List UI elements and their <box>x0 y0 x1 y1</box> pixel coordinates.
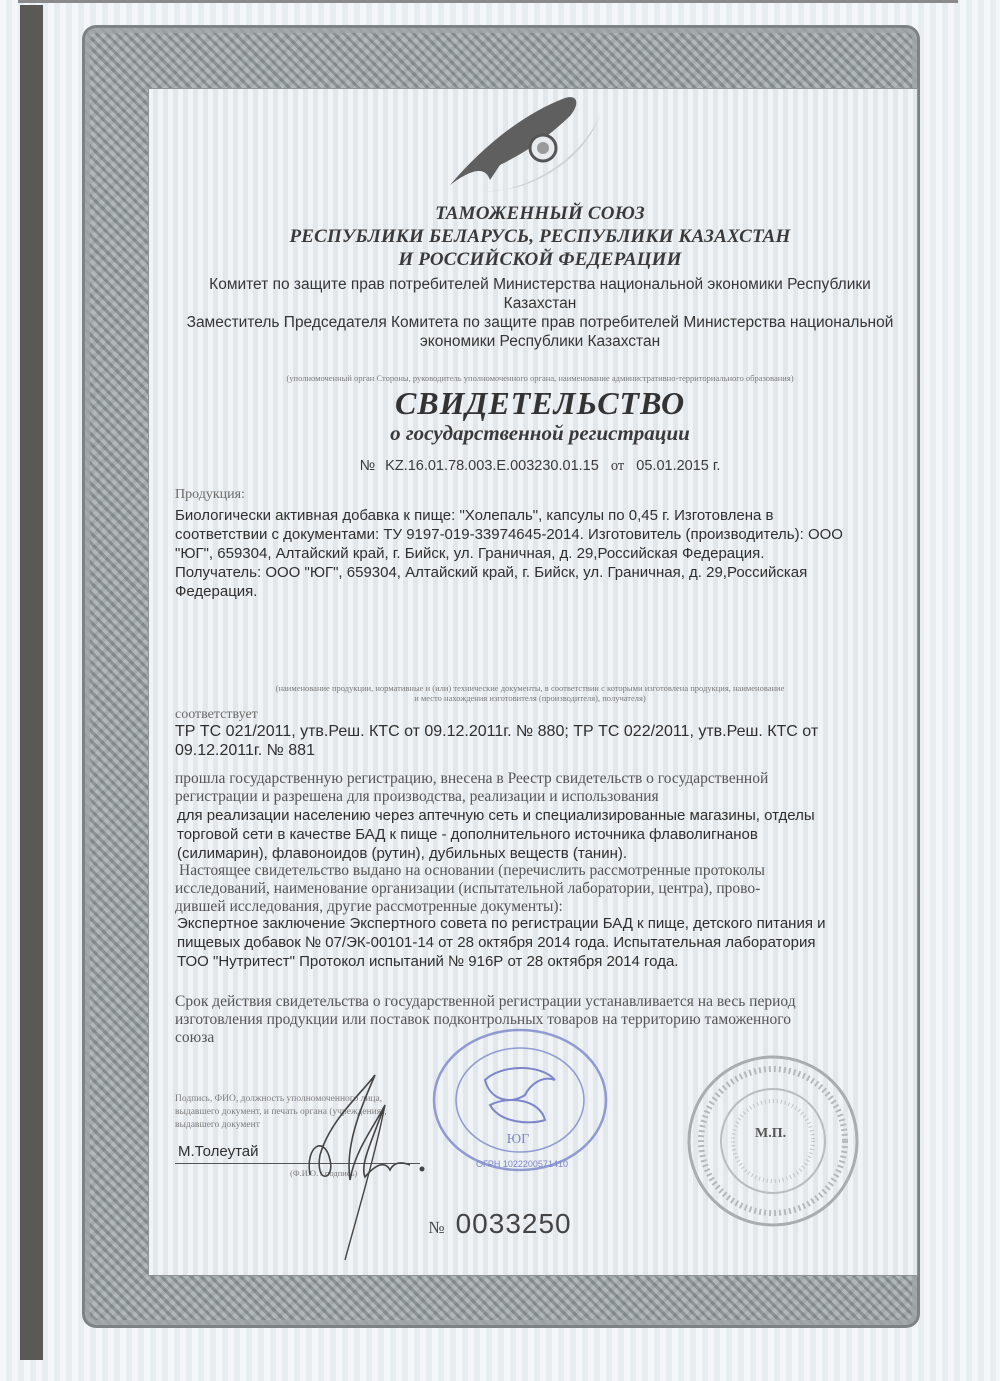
authority-caption: (уполномоченный орган Стороны, руководитель уполномоченного органа, наименование административно-территориального образования) <box>286 373 794 383</box>
from-label: от <box>610 458 625 474</box>
compliance-line: ТР ТС 021/2011, утв.Реш. КТС от 09.12.2011г. № 880; ТР ТС 022/2011, утв.Реш. КТС от <box>175 723 819 740</box>
serial-number-sign: № <box>428 1218 446 1237</box>
seal-place-label: М.П. <box>755 1126 787 1141</box>
basis-doc-line: пищевых добавок № 07/ЭК-00101-14 от 28 октября 2014 года. Испытательная лаборатория <box>177 934 816 951</box>
validity-line: Срок действия свидетельства о государственной регистрации устанавливается на весь период <box>175 993 796 1010</box>
validity-line: союза <box>175 1029 215 1046</box>
product-line: Получатель: ООО "ЮГ", 659304, Алтайский край, г. Бийск, ул. Граничная, д. 29,Российская <box>175 564 808 581</box>
usage-line: (силимарин), флавоноидов (рутин), дубильных веществ (танин). <box>177 845 628 862</box>
authority-line: Комитет по защите прав потребителей Министерства национальной экономики Республики <box>209 276 871 293</box>
caption-line: (наименование продукции, нормативные и (или) технические документы, в соответствии с которыми изготовлена продукция, наименование <box>275 683 785 693</box>
signature-caption-line: выдавшего документ <box>175 1120 260 1130</box>
registration-date: 05.01.2015 г. <box>636 458 721 474</box>
compliance-standards <box>175 722 925 760</box>
product-line: "ЮГ", 659304, Алтайский край, г. Бийск, ул. Граничная, д. 29,Российская Федерация. <box>175 545 765 562</box>
compliance-label: соответствует <box>175 707 258 722</box>
usage-line: для реализации населению через аптечную сеть и специализированные магазины, отделы <box>177 807 815 824</box>
number-sign: № <box>359 458 376 474</box>
authority-line: Казахстан <box>503 295 577 312</box>
basis-line: исследований, наименование организации (испытательной лаборатории, центра), прово- <box>175 880 761 897</box>
svg-text:ОГРН 1022200571410: ОГРН 1022200571410 <box>476 1159 568 1169</box>
serial-number: 0033250 <box>455 1208 572 1239</box>
document-title: СВИДЕТЕЛЬСТВО <box>394 385 686 421</box>
form-serial-number <box>0 1208 1000 1240</box>
basis-line: Настоящее свидетельство выдано на основании (перечислить рассмотренные протоколы <box>179 862 765 879</box>
union-line: РЕСПУБЛИКИ БЕЛАРУСЬ, РЕСПУБЛИКИ КАЗАХСТАН <box>289 226 791 247</box>
eurasian-union-emblem-icon <box>440 90 610 195</box>
svg-text:ЮГ: ЮГ <box>506 1132 530 1147</box>
product-label: Продукция: <box>175 487 245 502</box>
caption-line: и место нахождения изготовителя (производителя), получателя) <box>414 693 646 703</box>
union-line: ТАМОЖЕННЫЙ СОЮЗ <box>435 203 645 224</box>
basis-documents <box>177 914 927 971</box>
customs-union-header <box>150 202 930 271</box>
scan-left-binding-bar <box>20 5 43 1360</box>
validity-line: изготовления продукции или поставок подконтрольных товаров на территорию таможенного <box>175 1011 792 1028</box>
signature-caption-line: выдавшего документ, и печать органа (учреждения), <box>175 1107 387 1117</box>
registration-statement <box>175 770 925 806</box>
basis-doc-line: ТОО "Нутритест" Протокол испытаний № 916Р от 28 октября 2014 года. <box>177 953 679 970</box>
usage-scope <box>177 806 927 863</box>
usage-line: торговой сети в качестве БАД к пище - дополнительного источника флаволигнанов <box>177 826 758 843</box>
issuing-authority <box>150 275 930 351</box>
registration-number-line <box>150 458 930 475</box>
product-line: Федерация. <box>175 583 258 600</box>
signature-caption-line: Подпись, ФИО, должность уполномоченного лица, <box>175 1094 383 1104</box>
authority-line: Заместитель Председателя Комитета по защите прав потребителей Министерства национальной <box>186 314 894 331</box>
authority-line: экономики Республики Казахстан <box>419 333 661 350</box>
statement-line: регистрации и разрешена для производства, реализации и использования <box>175 788 659 805</box>
statement-line: прошла государственную регистрацию, внесена в Реестр свидетельств о государственной <box>175 770 769 787</box>
product-description <box>175 506 925 601</box>
product-line: соответствии с документами: ТУ 9197-019-33974645-2014. Изготовитель (производитель): ООО <box>175 526 843 543</box>
basis-doc-line: Экспертное заключение Экспертного совета по регистрации БАД к пище, детского питания и <box>177 915 826 932</box>
organization-blue-stamp-icon <box>430 1025 610 1175</box>
scan-top-edge <box>18 0 958 3</box>
product-caption <box>170 683 890 703</box>
basis-statement <box>175 862 925 916</box>
product-line: Биологически активная добавка к пище: "Холепаль", капсулы по 0,45 г. Изготовлена в <box>175 507 774 524</box>
registration-number: KZ.16.01.78.003.E.003230.01.15 <box>385 458 599 474</box>
compliance-line: 09.12.2011г. № 881 <box>175 742 315 759</box>
signatory-name: М.Толеутай <box>178 1143 259 1160</box>
union-line: И РОССИЙСКОЙ ФЕДЕРАЦИИ <box>398 249 682 270</box>
basis-line: дившей исследования, другие рассмотренные документы): <box>175 898 563 915</box>
signature-name-caption: (Ф.И.О. / подпись) <box>290 1168 358 1178</box>
document-subtitle: о государственной регистрации <box>390 421 690 445</box>
